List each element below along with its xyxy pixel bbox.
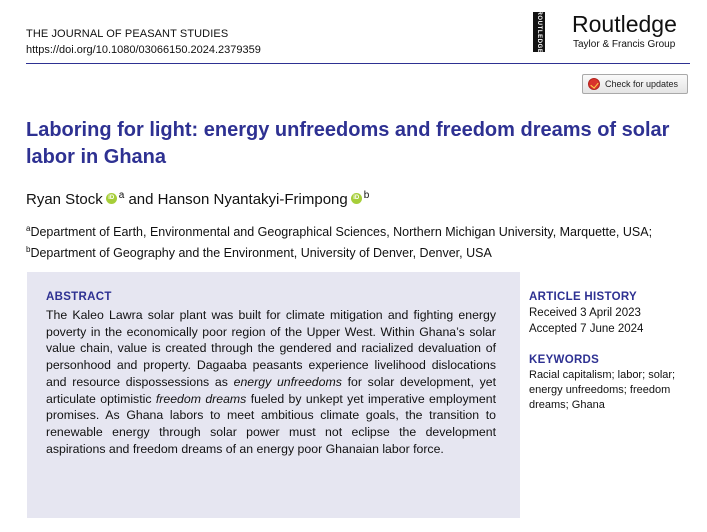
header-divider [26,63,690,64]
article-history-heading: ARTICLE HISTORY [529,291,638,303]
author-affiliation-marker: b [363,190,370,201]
check-for-updates-icon [588,78,600,90]
keywords-text: Racial capitalism; labor; solar; energy unfreedoms; freedom dreams; Ghana [529,369,676,411]
received-date: Received 3 April 2023 [529,307,641,319]
accepted-date: Accepted 7 June 2024 [529,323,644,335]
author-name[interactable]: Hanson Nyantakyi-Frimpong [157,191,348,208]
journal-header [26,26,261,58]
doi-link[interactable]: https://doi.org/10.1080/03066150.2024.2379359 [26,44,261,56]
publisher-logo [533,10,693,56]
publisher-mark-text: ROUTLEDGE [536,10,542,54]
publisher-name: Routledge [572,11,677,37]
article-title: Laboring for light: energy unfreedoms and freedom dreams of solar labor in Ghana [26,119,670,168]
check-for-updates-button[interactable] [582,74,688,94]
affiliation-text: Department of Geography and the Environment, University of Denver, Denver, USA [30,246,492,260]
abstract-emphasis: freedom dreams [155,391,247,406]
affiliation-text: Department of Earth, Environmental and Geographical Sciences, Northern Michigan University, Marquette, USA; [30,225,653,239]
abstract-text [46,307,496,457]
abstract-text-part: fueled by unkept yet imperative employment promises. As Ghana labors to meet ambitious climate goals, the transition to renewable energy through solar power must not eclipse the development aspirations and freedom dreams of an energy poor Ghanaian labor force. [46,391,496,456]
keywords-heading: KEYWORDS [529,354,600,366]
abstract-text-part: for solar development, yet articulate optimistic [46,374,497,406]
publisher-subtitle: Taylor & Francis Group [573,39,676,50]
affiliations [26,220,698,262]
orcid-icon[interactable]: iD [351,193,362,204]
affiliation-marker: a [26,224,31,233]
affiliation-marker: b [26,245,31,254]
author-list [26,186,369,210]
abstract-heading: ABSTRACT [46,291,112,303]
abstract-text-part: The Kaleo Lawra solar plant was built for climate mitigation and fighting energy poverty in the economically poor region of the Upper West. Within Ghana’s solar value chain, value is created through the gendered and racialized devaluation of personhood and property. Dagaaba peasants experience livelihood dislocations and resource dispossessions as [46,308,496,389]
keywords-block [529,353,699,413]
article-sidebar [529,290,699,411]
author-name[interactable]: Ryan Stock [26,191,103,208]
journal-name: THE JOURNAL OF PEASANT STUDIES [26,28,229,40]
orcid-icon[interactable]: iD [106,193,117,204]
abstract-emphasis: energy unfreedoms [233,374,342,389]
abstract-box [27,272,520,518]
author-affiliation-marker: a [118,190,125,201]
routledge-logo-icon [533,12,545,52]
author-joiner: and [128,191,154,208]
check-for-updates-label: Check for updates [605,79,679,89]
